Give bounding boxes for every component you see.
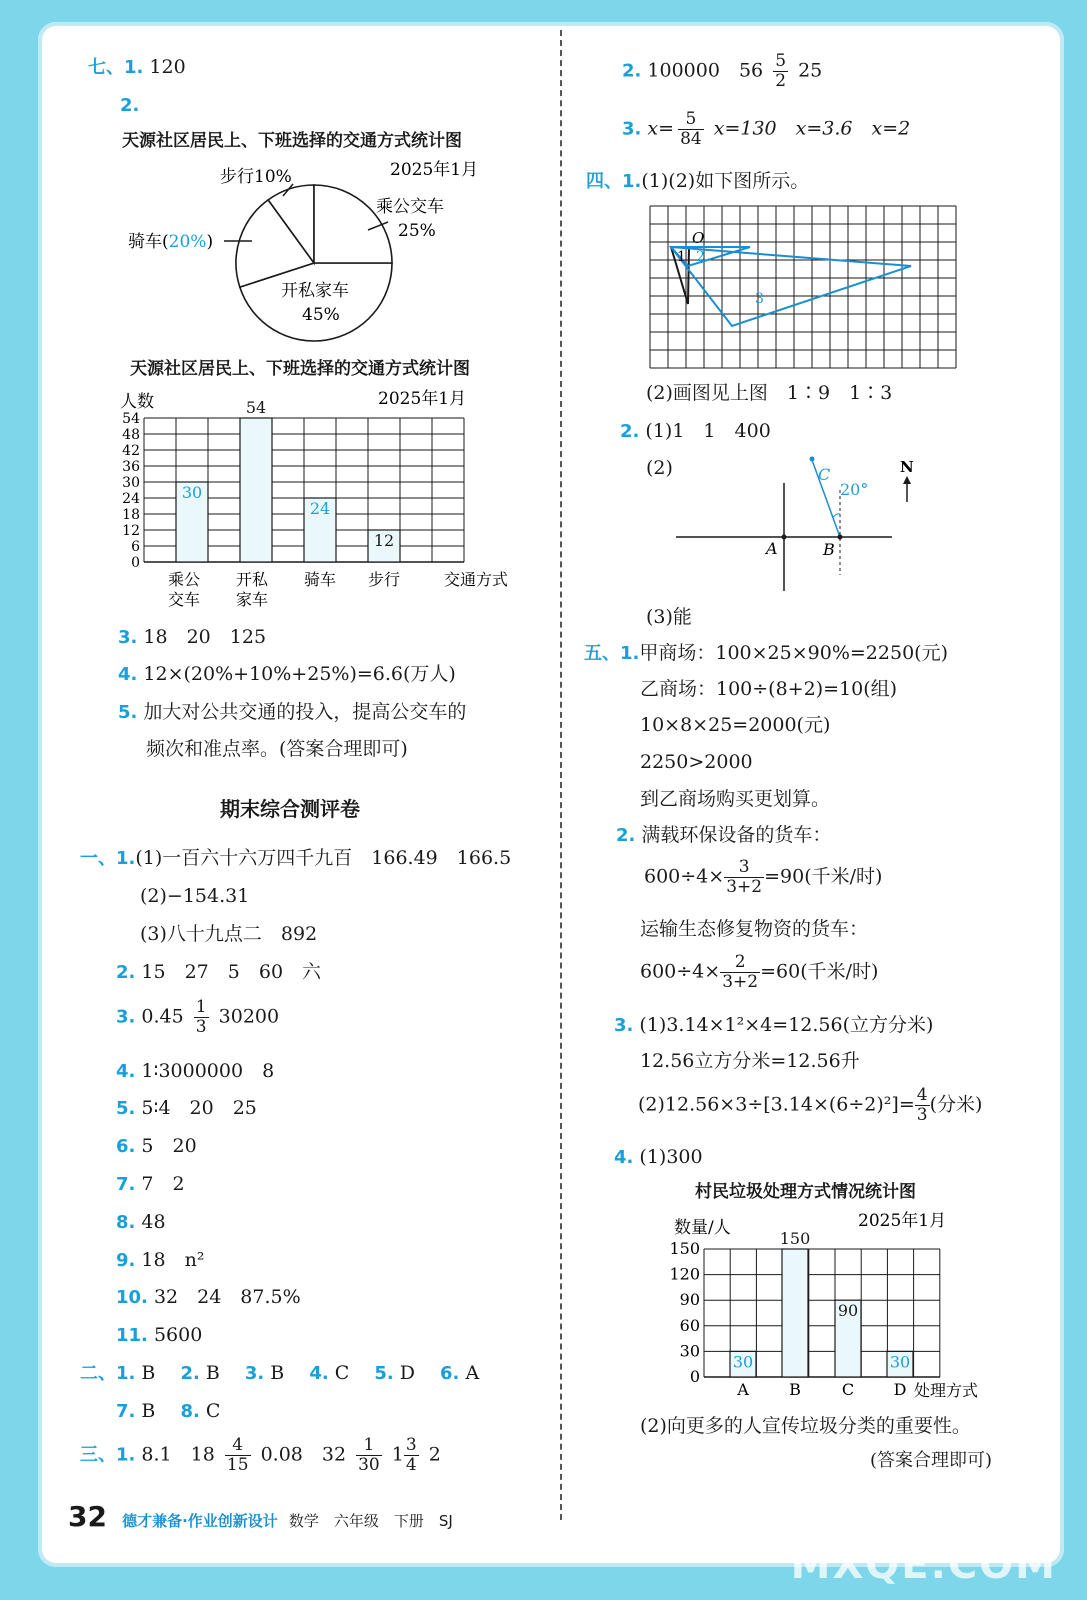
q-num: 8. xyxy=(180,1401,200,1422)
data-label: 150 xyxy=(779,1229,811,1248)
data-label: 30 xyxy=(181,483,203,502)
q-num: 4. xyxy=(614,1147,634,1168)
answer-1-7 xyxy=(116,1173,185,1196)
angle-label: 20° xyxy=(840,480,869,499)
q-num: 二、1. xyxy=(80,1363,136,1384)
answer-text: (1)一百六十六万四千九百 166.49 166.5 xyxy=(135,847,512,869)
direction-figure xyxy=(670,450,920,595)
answer-text: 18 n² xyxy=(141,1249,205,1271)
answer-1-5 xyxy=(116,1097,257,1120)
y-tick-label: 42 xyxy=(122,443,140,459)
choice: B xyxy=(141,1362,156,1384)
q-num: 7. xyxy=(116,1401,136,1422)
answer-a: 0.45 xyxy=(141,1005,184,1028)
choice: C xyxy=(334,1362,350,1384)
choice: A xyxy=(465,1362,480,1384)
fraction: $\frac{3}{4}$ xyxy=(405,1435,417,1475)
pie-pct-bus: 25% xyxy=(398,221,436,241)
answer-5-1b: 乙商场：100÷(8+2)=10(组) xyxy=(640,678,898,700)
pie-pct-private: 45% xyxy=(302,305,340,325)
q-num: 4. xyxy=(118,664,138,685)
subject-info: 数学 六年级 下册 SJ xyxy=(288,1512,453,1530)
pie-label-bus: 乘公交车 xyxy=(376,197,444,217)
bar1-xlabel: 交通方式 xyxy=(444,570,509,589)
answer-4-1b: (2)画图见上图 1∶9 1∶3 xyxy=(646,382,893,404)
answer-text: (1)1 1 400 xyxy=(645,420,771,442)
q-num: 五、1. xyxy=(584,643,640,664)
answer-5-1c: 10×8×25=2000(元) xyxy=(640,714,831,736)
label-3: 3 xyxy=(755,291,764,307)
label-2: 2 xyxy=(696,249,705,265)
label-o: O xyxy=(692,229,705,247)
answer-1-6 xyxy=(116,1135,197,1158)
q-num: 11. xyxy=(116,1325,148,1346)
bar-chart-1 xyxy=(110,380,540,620)
bike-close: ) xyxy=(206,232,214,252)
q-num: 8. xyxy=(116,1212,136,1233)
answer-5-1 xyxy=(584,642,948,665)
answer-1-9 xyxy=(116,1249,204,1272)
bar1-title: 天源社区居民上、下班选择的交通方式统计图 xyxy=(130,359,470,379)
choice: B xyxy=(270,1362,285,1384)
answer-7-2 xyxy=(120,94,139,117)
pie-label-private: 开私家车 xyxy=(281,281,349,301)
q-num: 3. xyxy=(614,1015,634,1036)
q-num: 5. xyxy=(118,702,138,723)
q-num: 6. xyxy=(116,1136,136,1157)
fraction: $\frac{3}{3+2}$ xyxy=(726,857,763,897)
section-title: 期末综合测评卷 xyxy=(220,797,360,821)
answer-text: 加大对公共交通的投入，提高公交车的 xyxy=(143,701,467,723)
answer-4-2c: (3)能 xyxy=(646,606,692,628)
q-num: 一、1. xyxy=(80,848,136,869)
q-num: 2. xyxy=(620,421,640,442)
answer-text: 1∶3000000 8 xyxy=(141,1060,275,1082)
label-1: 1 xyxy=(677,249,686,265)
answer-5-3c: (2)12.56×3÷[3.14×(6÷2)²]= $\frac{4}{3}$ (分米) xyxy=(638,1085,983,1125)
data-label: 90 xyxy=(837,1301,859,1321)
pie-label-bike xyxy=(128,232,213,252)
answer-text: 32 24 87.5% xyxy=(153,1286,301,1308)
fraction: $\frac{1}{30}$ xyxy=(358,1435,380,1475)
answer-1-4 xyxy=(116,1060,274,1083)
answer-text: 7 2 xyxy=(141,1173,185,1195)
y-tick-label: 48 xyxy=(122,427,140,443)
bar2-ylabel: 数量/人 xyxy=(674,1218,731,1238)
y-tick-label: 120 xyxy=(669,1264,700,1284)
page-number: 32 xyxy=(68,1500,107,1533)
choice: B xyxy=(205,1362,220,1384)
answer-text: (1)300 xyxy=(639,1146,703,1168)
north-label: N xyxy=(900,458,914,476)
answer-b: 0.08 32 xyxy=(260,1443,347,1466)
bar-开私家车 xyxy=(240,418,272,562)
fraction: $\frac{5}{2}$ xyxy=(775,51,787,91)
y-tick-label: 36 xyxy=(122,459,140,475)
answer-r2 xyxy=(622,52,822,91)
q-num: 10. xyxy=(116,1287,148,1308)
y-tick-label: 150 xyxy=(669,1239,700,1258)
answer-5-2c: 600÷4× $\frac{2}{3+2}$ =60(千米/时) xyxy=(640,952,879,992)
answer-5-2 xyxy=(616,824,831,847)
fraction: $\frac{4}{15}$ xyxy=(226,1435,249,1475)
y-tick-label: 30 xyxy=(679,1341,700,1361)
choice: B xyxy=(141,1400,156,1422)
bar-B xyxy=(782,1249,808,1377)
q-num: 2. xyxy=(180,1363,200,1384)
column-divider xyxy=(560,30,562,1520)
footer xyxy=(68,1500,453,1533)
q-num: 2. xyxy=(120,95,140,116)
bar1-cat2a: 开私 xyxy=(236,570,269,589)
watermark: MXQE.COM xyxy=(790,1542,1057,1588)
q-num: 3. xyxy=(118,627,138,648)
bar-chart-2 xyxy=(660,1205,1010,1405)
answer-1-1 xyxy=(80,847,511,870)
data-label: 54 xyxy=(245,398,267,417)
answer-7-3 xyxy=(118,626,266,649)
q-num: 7. xyxy=(116,1174,136,1195)
answer-b: 30200 xyxy=(218,1005,280,1028)
bar1-ylabel: 人数 xyxy=(120,392,154,412)
answer-b: x=130 x=3.6 x=2 xyxy=(713,117,911,140)
fraction: $\frac{5}{84}$ xyxy=(680,109,702,149)
answer-1-1c: (3)八十九点二 892 xyxy=(140,923,318,945)
fraction: $\frac{1}{3}$ xyxy=(195,997,207,1037)
q-num: 2. xyxy=(622,60,642,82)
answer-r3 xyxy=(622,110,910,149)
y-tick-label: 6 xyxy=(131,539,140,555)
q-num: 4. xyxy=(116,1061,136,1082)
answer-4-1 xyxy=(586,170,809,193)
y-tick-label: 0 xyxy=(131,555,140,571)
answer-1-11 xyxy=(116,1324,202,1347)
q-num: 3. xyxy=(244,1363,265,1384)
brand: 德才兼备·作业创新设计 xyxy=(122,1512,278,1530)
point-c: C xyxy=(818,465,831,484)
q-num: 9. xyxy=(116,1250,136,1271)
answer-c: 1 xyxy=(391,1443,404,1466)
answer-2-row2 xyxy=(116,1400,220,1423)
q-num: 七、1. xyxy=(88,57,144,78)
x-tick-label: A xyxy=(737,1380,749,1399)
q-num: 4. xyxy=(309,1363,329,1384)
y-tick-label: 30 xyxy=(122,475,140,491)
bar1-cat2b: 家车 xyxy=(236,590,269,609)
answer-text: 18 20 125 xyxy=(143,626,267,648)
q-num: 6. xyxy=(440,1363,460,1384)
y-tick-label: 0 xyxy=(689,1367,700,1386)
y-tick-label: 12 xyxy=(122,523,140,539)
bar1-date: 2025年1月 xyxy=(378,389,467,409)
x-tick-label: D xyxy=(893,1380,907,1399)
q-num: 3. xyxy=(116,1006,136,1028)
answer-a: x= xyxy=(647,117,675,140)
answer-5-2a: 600÷4× $\frac{3}{3+2}$ =90(千米/时) xyxy=(644,857,883,897)
answer-text: 5600 xyxy=(153,1324,203,1346)
q-num: 5. xyxy=(116,1098,136,1119)
answer-text: 12×(20%+10%+25%)=6.6(万人) xyxy=(143,663,456,685)
bar1-cat3: 骑车 xyxy=(304,570,337,589)
answer-text: 15 27 5 60 六 xyxy=(141,961,322,983)
q-num: 5. xyxy=(374,1363,394,1384)
answer-text: 5∶4 20 25 xyxy=(141,1097,257,1119)
answer-7-1 xyxy=(88,56,186,79)
answer-1-2 xyxy=(116,961,321,984)
x-tick-label: B xyxy=(789,1380,801,1399)
q-num: 3. xyxy=(622,118,642,140)
answer-5-4c: (答案合理即可) xyxy=(870,1450,993,1471)
fraction: $\frac{2}{3+2}$ xyxy=(722,952,759,992)
answer-4-2b: (2) xyxy=(646,457,673,479)
bar2-xlabel: 处理方式 xyxy=(914,1381,979,1400)
answer-a: 100000 56 xyxy=(647,59,764,82)
grid-figure xyxy=(640,200,970,375)
point-b: B xyxy=(823,540,835,559)
answer-7-4 xyxy=(118,663,456,686)
answer-7-5 xyxy=(118,701,466,724)
answer-5-3b: 12.56立方分米=12.56升 xyxy=(640,1050,860,1072)
answer-text: (1)(2)如下图所示。 xyxy=(641,170,810,192)
pie-label-walk: 步行10% xyxy=(220,167,292,187)
answer-1-8 xyxy=(116,1211,166,1234)
bike-pct: 20% xyxy=(168,232,207,252)
answer-5-1e: 到乙商场购买更划算。 xyxy=(640,788,831,810)
answer-text: (1)3.14×1²×4=12.56(立方分米) xyxy=(639,1014,934,1036)
answer-5-4 xyxy=(614,1146,703,1169)
answer-2-row1 xyxy=(80,1362,479,1385)
pie-date: 2025年1月 xyxy=(390,160,479,180)
answer-1-10 xyxy=(116,1286,301,1309)
fraction: $\frac{4}{3}$ xyxy=(916,1085,928,1125)
answer-text: 满载环保设备的货车： xyxy=(641,824,832,846)
answer-1-1b: (2)−154.31 xyxy=(140,885,250,907)
data-label: 30 xyxy=(732,1352,754,1372)
bike-label: 骑车( xyxy=(128,232,169,252)
answer-5-4b: (2)向更多的人宣传垃圾分类的重要性。 xyxy=(640,1415,971,1437)
answer-text: 48 xyxy=(141,1211,166,1233)
answer-text: 5 20 xyxy=(141,1135,197,1157)
pie-title: 天源社区居民上、下班选择的交通方式统计图 xyxy=(122,131,462,151)
y-tick-label: 24 xyxy=(122,491,140,507)
q-num: 2. xyxy=(116,962,136,983)
bar1-cat1b: 交车 xyxy=(168,590,201,609)
y-tick-label: 18 xyxy=(122,507,140,523)
answer-d: 2 xyxy=(428,1443,441,1466)
answer-4-2 xyxy=(620,420,771,443)
answer-5-3 xyxy=(614,1014,933,1037)
bar2-title: 村民垃圾处理方式情况统计图 xyxy=(695,1182,916,1202)
answer-a: 8.1 18 xyxy=(141,1443,215,1466)
q-num: 三、1. xyxy=(80,1444,136,1466)
answer-b: 25 xyxy=(798,59,823,82)
point-a: A xyxy=(766,539,778,558)
data-label: 12 xyxy=(373,531,395,550)
data-label: 24 xyxy=(309,499,331,518)
bar2-date: 2025年1月 xyxy=(858,1211,947,1231)
y-tick-label: 90 xyxy=(679,1290,700,1310)
choice: D xyxy=(399,1362,415,1384)
x-tick-label: C xyxy=(841,1380,855,1399)
choice: C xyxy=(205,1400,221,1422)
pie-chart xyxy=(100,150,540,360)
q-num: 四、1. xyxy=(586,171,642,192)
y-tick-label: 60 xyxy=(679,1315,700,1335)
y-tick-label: 54 xyxy=(122,411,140,427)
answer-7-5b: 频次和准点率。(答案合理即可) xyxy=(146,738,408,760)
q-num: 2. xyxy=(616,825,636,846)
data-label: 30 xyxy=(889,1352,911,1372)
answer-3-1 xyxy=(80,1436,441,1475)
answer-text: 甲商场：100×25×90%=2250(元) xyxy=(639,642,948,664)
answer-text: 120 xyxy=(149,56,186,78)
bar1-cat4: 步行 xyxy=(368,570,401,589)
answer-5-1d: 2250>2000 xyxy=(640,751,753,773)
bar1-cat1a: 乘公 xyxy=(168,570,201,589)
answer-5-2b: 运输生态修复物资的货车： xyxy=(640,918,869,940)
answer-1-3 xyxy=(116,998,279,1037)
